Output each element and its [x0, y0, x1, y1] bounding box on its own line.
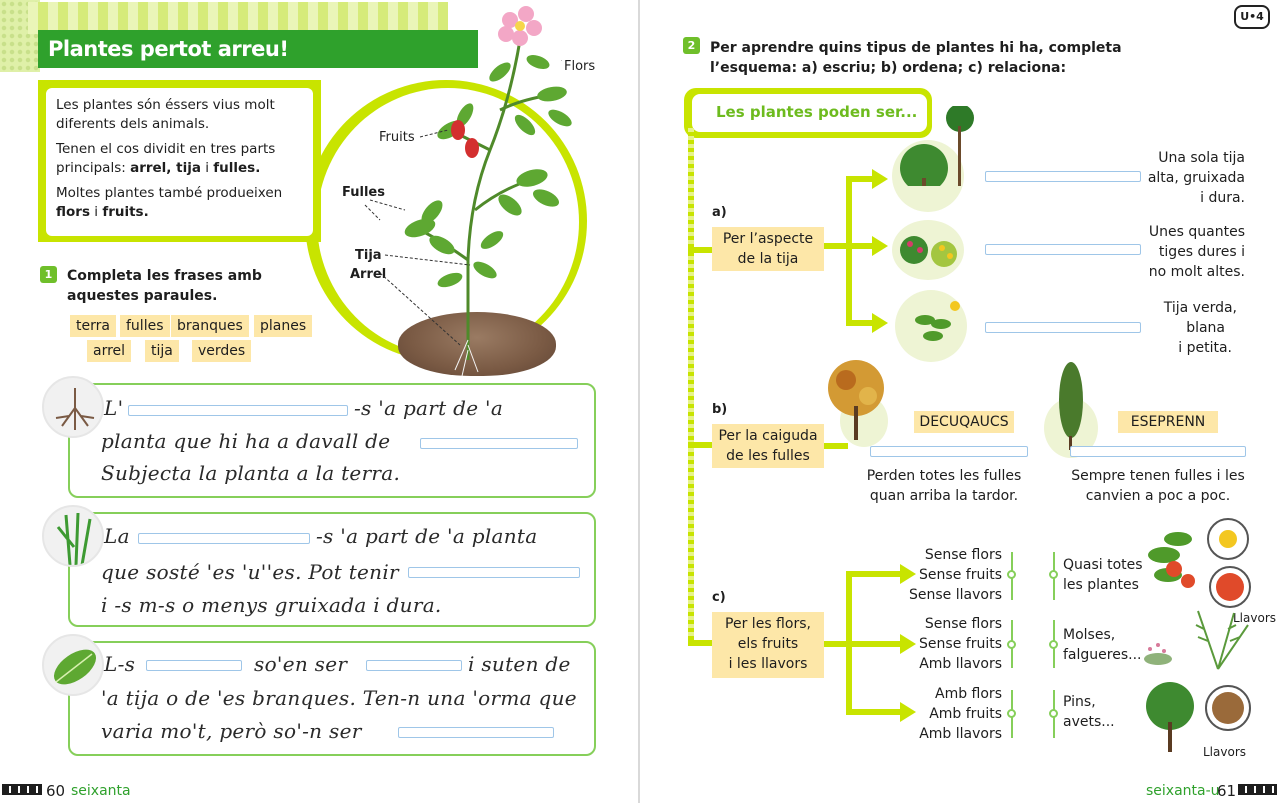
blank-3-2[interactable] — [366, 660, 462, 671]
label-fulles: Fulles — [342, 185, 385, 200]
c-plant-2-l1: Molses, — [1063, 627, 1116, 643]
arrow-a-stem — [824, 243, 848, 249]
word-terra: terra — [70, 315, 116, 337]
leaf-thumbnail — [42, 634, 104, 696]
connector-node-5[interactable] — [1049, 640, 1058, 649]
c-group-3-l1: Amb flors — [935, 686, 1002, 702]
roots-thumbnail — [42, 376, 104, 438]
label-fruits: Fruits — [379, 130, 415, 145]
arrow-c-3-line — [846, 709, 902, 715]
c-group-1-l2: Sense fruits — [919, 567, 1002, 583]
sentence-3-line-3: varia mo't, però so'-n ser — [101, 719, 362, 743]
c-plant-3 — [1063, 692, 1115, 732]
a-desc-2-l1: Unes quantes — [1148, 224, 1245, 240]
word-tija: tija — [145, 340, 179, 362]
a-desc-1-l3: i dura. — [1200, 190, 1245, 206]
blank-3-3[interactable] — [398, 727, 554, 738]
word-verdes: verdes — [192, 340, 251, 362]
exercise-2-number: 2 — [683, 37, 700, 54]
scheme-rail — [688, 128, 694, 645]
sentence-1-line-1b: -s 'a part de 'a — [354, 396, 504, 420]
exercise-1-number: 1 — [40, 266, 57, 283]
a-desc-2 — [1110, 222, 1245, 282]
label-arrel: Arrel — [350, 267, 387, 282]
llavors-label-2: Llavors — [1203, 745, 1247, 759]
category-b-label-1: Per la caiguda — [718, 428, 818, 444]
blank-b-2[interactable] — [1070, 446, 1246, 457]
word-fulles: fulles — [120, 315, 170, 337]
c-plant-1 — [1063, 555, 1143, 595]
a-desc-1-l1: Una sola tija — [1158, 150, 1245, 166]
b-desc-1-l1: Perden totes les fulles — [866, 468, 1022, 484]
a-desc-2-l2: tiges dures i — [1158, 244, 1245, 260]
unit-badge: U•4 — [1234, 5, 1270, 29]
exercise-2-instruction-2: l’esquema: a) escriu; b) ordena; c) relaciona: — [710, 60, 1067, 76]
category-b-letter: b) — [712, 402, 728, 417]
a-desc-3-l1: Tija verda, — [1163, 300, 1237, 316]
arrow-a-spine — [846, 176, 852, 326]
intro-paragraph-3 — [56, 184, 303, 222]
connector-node-2[interactable] — [1007, 640, 1016, 649]
sentence-1-line-3: Subjecta la planta a la terra. — [101, 461, 401, 485]
intro-text: Tenen el cos dividit en tres parts principals: — [56, 141, 276, 176]
b-desc-2-l1: Sempre tenen fulles i les — [1071, 468, 1245, 484]
blank-1-2[interactable] — [420, 438, 578, 449]
herb-photo — [895, 290, 967, 362]
word-planes: planes — [254, 315, 312, 337]
sentence-2-line-1b: -s 'a part de 'a planta — [316, 524, 538, 548]
category-a-label-1: Per l’aspecte — [722, 231, 814, 247]
c-group-1-l3: Sense llavors — [909, 587, 1002, 603]
b-desc-1 — [854, 466, 1034, 506]
scrambled-word-2: ESEPRENN — [1118, 411, 1218, 433]
llavors-label-1: Llavors — [1233, 611, 1277, 625]
c-group-2 — [896, 614, 1002, 674]
blank-2-2[interactable] — [408, 567, 580, 578]
a-desc-1-l2: alta, gruixada — [1147, 170, 1245, 186]
blank-b-1[interactable] — [870, 446, 1028, 457]
category-a-label-2: de la tija — [737, 251, 799, 267]
arrow-a-2-head — [872, 236, 888, 256]
a-desc-1 — [1110, 148, 1245, 208]
intro-bold: fulles. — [213, 160, 261, 176]
footer-bars-right — [1238, 784, 1277, 795]
exercise-2-instruction-1: Per aprendre quins tipus de plantes hi ha, completa — [710, 40, 1122, 56]
c-group-1-l1: Sense flors — [924, 547, 1002, 563]
sentence-2-line-3: i -s m-s o menys gruixada i dura. — [101, 593, 442, 617]
a-desc-2-l3: no molt altes. — [1148, 264, 1245, 280]
intro-paragraph-2 — [56, 140, 303, 178]
sentence-2-line-2: que sosté 'es 'u''es. Pot tenir — [101, 560, 399, 584]
arrow-a-1-line — [846, 176, 874, 182]
connector-node-3[interactable] — [1007, 709, 1016, 718]
b-desc-1-l2: quan arriba la tardor. — [869, 488, 1019, 504]
sentence-2-line-1a: La — [104, 524, 130, 548]
label-tija: Tija — [355, 248, 382, 263]
arrow-a-2-line — [846, 243, 874, 249]
b-desc-2-l2: canvien a poc a poc. — [1085, 488, 1231, 504]
page-word-left: seixanta — [71, 783, 131, 799]
page-word-right: seixanta-u — [1146, 783, 1220, 799]
word-arrel: arrel — [87, 340, 131, 362]
stem-thumbnail — [42, 505, 104, 567]
rail-connector-b — [688, 442, 712, 448]
c-group-3-l3: Amb llavors — [919, 726, 1002, 742]
blank-2-1[interactable] — [138, 533, 310, 544]
arrow-c-2-line — [846, 641, 902, 647]
a-desc-3-l2: blana — [1186, 320, 1225, 336]
sentence-3-line-1a: L-s — [104, 652, 136, 676]
c-group-3-l2: Amb fruits — [929, 706, 1002, 722]
sentence-3-line-2: 'a tija o de 'es branques. Ten-n una 'orma que — [101, 686, 577, 710]
c-plant-1-l2: les plantes — [1063, 577, 1139, 593]
herb-icon — [895, 290, 967, 362]
c-group-1 — [896, 545, 1002, 605]
intro-bold: arrel, tija — [130, 160, 201, 176]
category-b-box — [712, 424, 824, 468]
page-number-left: 60 — [46, 782, 66, 800]
shrub-icon — [892, 220, 972, 280]
category-b-label-2: de les fulles — [726, 448, 810, 464]
blank-1-1[interactable] — [128, 405, 348, 416]
category-c-letter: c) — [712, 590, 726, 605]
tree-icon — [886, 106, 996, 186]
c-group-2-l3: Amb llavors — [919, 656, 1002, 672]
rail-connector-a — [688, 247, 712, 253]
category-c-label-3: i les llavors — [728, 656, 808, 672]
page-number-right: 61 — [1217, 782, 1237, 800]
intro-text: i — [89, 204, 103, 220]
exercise-1-instruction: Completa les frases amb aquestes paraules. — [67, 268, 262, 304]
deciduous-tree-icon — [818, 350, 898, 450]
c-plant-3-l1: Pins, — [1063, 694, 1096, 710]
a-desc-3-l3: i petita. — [1178, 340, 1232, 356]
intro-text-box — [46, 88, 313, 236]
sentence-1-line-2: planta que hi ha a davall de — [101, 429, 391, 453]
category-c-label-2: els fruits — [737, 636, 799, 652]
footer-bars-left — [2, 784, 42, 795]
arrow-a-3-line — [846, 320, 874, 326]
page-title: Plantes pertot arreu! — [38, 30, 478, 68]
blank-3-1[interactable] — [146, 660, 242, 671]
connector-node-4[interactable] — [1049, 570, 1058, 579]
sentence-3-line-1b: so'en ser — [254, 652, 348, 676]
scrambled-word-1: DECUQAUCS — [914, 411, 1014, 433]
shrub-photo — [892, 220, 964, 280]
connector-node-1[interactable] — [1007, 570, 1016, 579]
c-plant-3-l2: avets... — [1063, 714, 1115, 730]
category-c-label-1: Per les flors, — [725, 616, 811, 632]
c-plant-1-l1: Quasi totes — [1063, 557, 1143, 573]
tree-photo — [892, 140, 964, 212]
c-group-3 — [896, 684, 1002, 744]
c-group-2-l1: Sense flors — [924, 616, 1002, 632]
intro-paragraph-1: Les plantes són éssers vius molt diferents dels animals. — [56, 97, 275, 132]
intro-text: Moltes plantes també produeixen — [56, 185, 283, 201]
category-a-box — [712, 227, 824, 271]
c-plant-2 — [1063, 625, 1141, 665]
arrow-c-1-line — [846, 571, 902, 577]
tomato-plant-icon — [1138, 515, 1258, 615]
c-group-2-l2: Sense fruits — [919, 636, 1002, 652]
b-desc-2 — [1058, 466, 1258, 506]
connector-node-6[interactable] — [1049, 709, 1058, 718]
sentence-1-line-1a: L' — [104, 396, 124, 420]
category-c-box — [712, 612, 824, 678]
sentence-3-line-1c: i suten de — [468, 652, 571, 676]
intro-text: i — [200, 160, 214, 176]
scheme-title: Les plantes poden ser... — [716, 103, 918, 121]
label-pointer-lines — [340, 60, 580, 360]
arrow-a-3-head — [872, 313, 888, 333]
c-plant-2-l2: falgueres... — [1063, 647, 1142, 663]
arrow-c-stem — [824, 641, 848, 647]
word-branques: branques — [171, 315, 249, 337]
right-page — [640, 0, 1277, 803]
label-flors: Flors — [564, 59, 596, 74]
category-a-letter: a) — [712, 205, 727, 220]
evergreen-tree-icon — [1044, 354, 1098, 454]
a-desc-3 — [1110, 298, 1245, 358]
intro-bold: flors — [56, 204, 90, 220]
left-page — [0, 0, 638, 803]
fern-moss-icon — [1138, 605, 1258, 675]
rail-connector-c — [688, 640, 712, 646]
intro-bold: fruits. — [102, 204, 149, 220]
deciduous-photo — [840, 395, 888, 447]
